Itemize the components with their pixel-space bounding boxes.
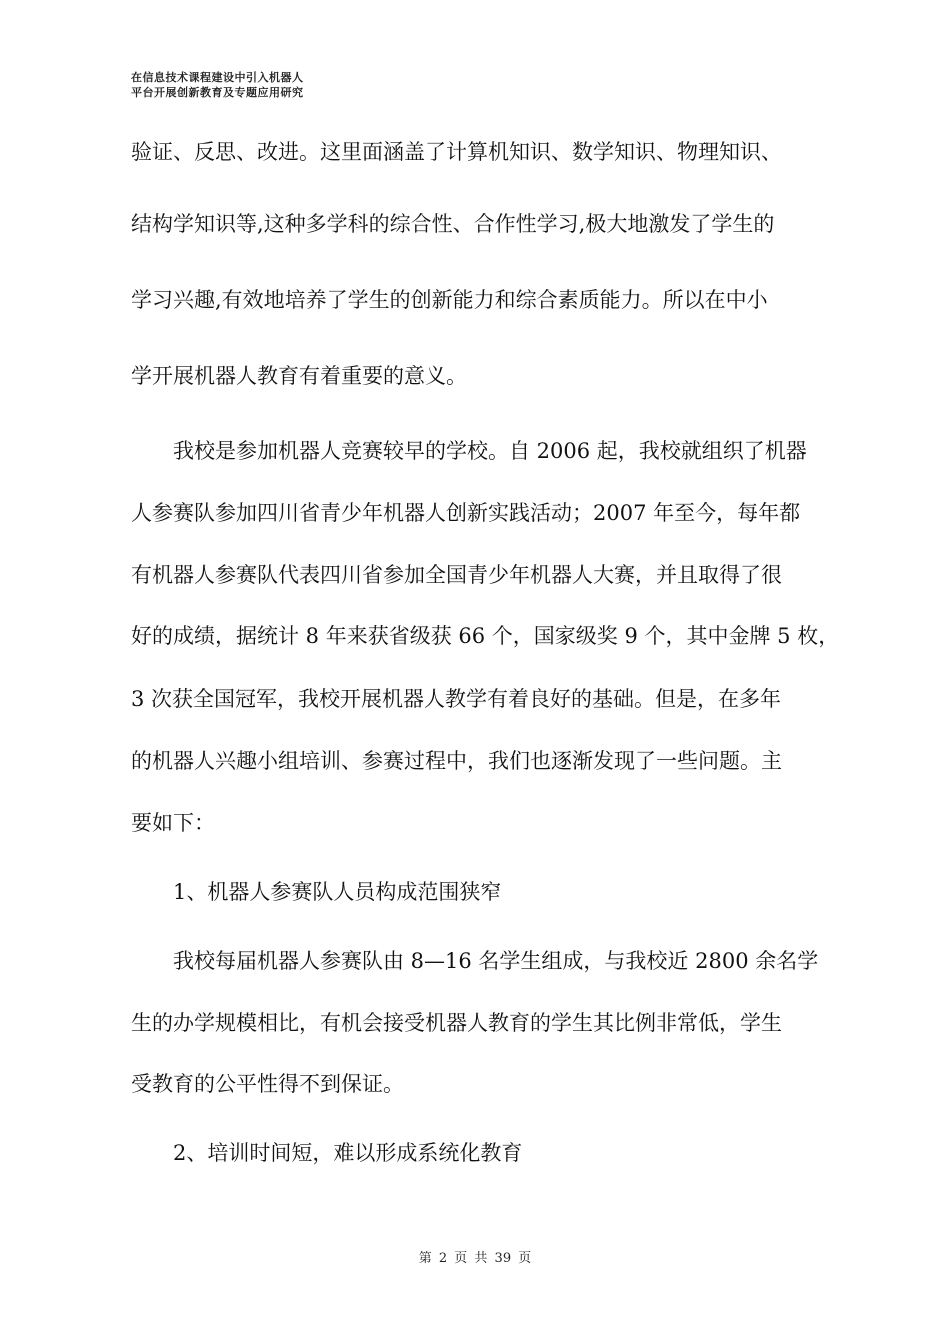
paragraph-line: 结构学知识等,这种多学科的综合性、合作性学习,极大地激发了学生的 (131, 212, 775, 236)
page-number: 第 2 页 共 39 页 (418, 1251, 532, 1266)
header-line-2: 平台开展创新教育及专题应用研究 (131, 86, 304, 99)
section-heading: 2、培训时间短，难以形成系统化教育 (173, 1141, 523, 1165)
paragraph-line: 学习兴趣,有效地培养了学生的创新能力和综合素质能力。所以在中小 (131, 288, 768, 312)
paragraph-line: 的机器人兴趣小组培训、参赛过程中，我们也逐渐发现了一些问题。主 (131, 749, 782, 773)
paragraph-line: 3 次获全国冠军，我校开展机器人教学有着良好的基础。但是，在多年 (131, 687, 782, 711)
header-line-1: 在信息技术课程建设中引入机器人 (131, 71, 304, 84)
running-header (131, 70, 304, 100)
section-heading: 1、机器人参赛队人员构成范围狭窄 (173, 880, 502, 904)
paragraph-line: 人参赛队参加四川省青少年机器人创新实践活动；2007 年至今，每年都 (131, 501, 801, 525)
paragraph-line: 有机器人参赛队代表四川省参加全国青少年机器人大赛，并且取得了很 (131, 563, 782, 587)
paragraph-line: 我校每届机器人参赛队由 8—16 名学生组成，与我校近 2800 余名学 (173, 949, 819, 973)
paragraph-line: 好的成绩，据统计 8 年来获省级获 66 个，国家级奖 9 个，其中金牌 5 枚， (131, 624, 840, 648)
paragraph-line: 要如下： (131, 811, 215, 835)
paragraph-line: 我校是参加机器人竞赛较早的学校。自 2006 起，我校就组织了机器 (173, 439, 807, 463)
paragraph-line: 学开展机器人教育有着重要的意义。 (131, 364, 467, 388)
paragraph-line: 生的办学规模相比，有机会接受机器人教育的学生其比例非常低，学生 (131, 1011, 782, 1035)
paragraph-line: 受教育的公平性得不到保证。 (131, 1072, 404, 1096)
paragraph-line: 验证、反思、改进。这里面涵盖了计算机知识、数学知识、物理知识、 (131, 140, 782, 164)
